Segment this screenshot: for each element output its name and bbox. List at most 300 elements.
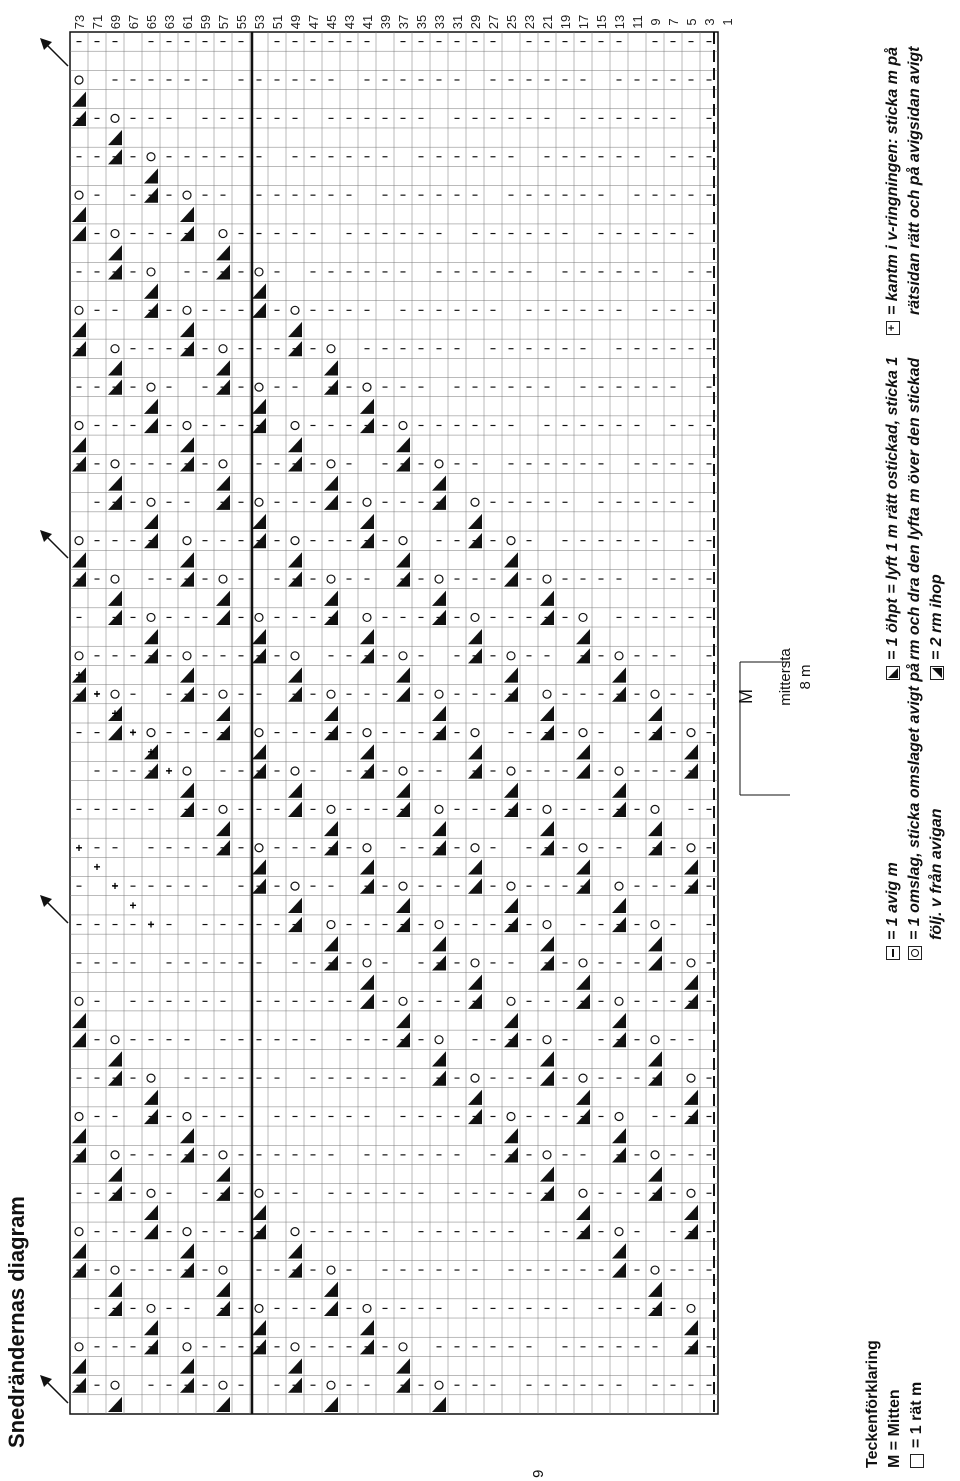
decrease-mark xyxy=(468,533,482,548)
decrease-mark xyxy=(108,1282,122,1297)
decrease-mark xyxy=(396,1013,410,1028)
decrease-mark xyxy=(576,859,590,874)
row-number: 1 xyxy=(720,18,735,26)
decrease-mark xyxy=(432,706,446,721)
decrease-mark xyxy=(72,207,86,222)
decrease-mark xyxy=(612,802,626,817)
decrease-mark xyxy=(72,226,86,241)
decrease-mark xyxy=(360,514,374,529)
decrease-mark xyxy=(324,1282,338,1297)
decrease-mark xyxy=(288,571,302,586)
decrease-mark xyxy=(648,1282,662,1297)
yarn-over-mark xyxy=(399,767,407,775)
decrease-mark xyxy=(612,1147,626,1162)
yarn-over-mark xyxy=(579,613,587,621)
row-number: 3 xyxy=(702,18,717,26)
yarn-over-mark xyxy=(183,1228,191,1236)
direction-arrows xyxy=(40,38,790,1403)
decrease-mark xyxy=(108,725,122,740)
decrease-mark xyxy=(612,1262,626,1277)
decrease-mark xyxy=(108,130,122,145)
decrease-mark xyxy=(216,360,230,375)
decrease-mark xyxy=(216,245,230,260)
decrease-mark xyxy=(108,1301,122,1316)
decrease-mark xyxy=(288,437,302,452)
yarn-over-mark xyxy=(255,1189,263,1197)
middle-marker: M xyxy=(736,689,756,704)
decrease-mark xyxy=(252,1320,266,1335)
decrease-mark xyxy=(684,1320,698,1335)
decrease-mark xyxy=(288,456,302,471)
row-number: 35 xyxy=(414,14,429,30)
decrease-mark xyxy=(360,1320,374,1335)
row-number: 57 xyxy=(216,14,231,30)
edge-stitch-mark: + xyxy=(129,898,137,913)
decrease-mark xyxy=(360,994,374,1009)
decrease-mark xyxy=(576,975,590,990)
yarn-over-mark xyxy=(147,268,155,276)
decrease-mark xyxy=(72,1013,86,1028)
yarn-over-mark xyxy=(471,729,479,737)
row-number: 73 xyxy=(72,14,87,30)
edge-stitch-icon xyxy=(886,321,900,335)
yarn-over-mark xyxy=(471,1074,479,1082)
decrease-mark xyxy=(324,610,338,625)
row-number: 21 xyxy=(540,14,555,30)
middle-stitches-label xyxy=(776,612,816,742)
decrease-mark xyxy=(288,322,302,337)
row-number: 7 xyxy=(666,18,681,26)
decrease-mark xyxy=(108,1166,122,1181)
legend-column-2 xyxy=(882,663,948,960)
decrease-mark xyxy=(648,1051,662,1066)
yarn-over-mark xyxy=(615,1112,623,1120)
yarn-over-mark xyxy=(327,345,335,353)
decrease-mark xyxy=(216,1397,230,1412)
yarn-over-mark xyxy=(435,805,443,813)
decrease-mark xyxy=(324,591,338,606)
yarn-over-mark xyxy=(111,1151,119,1159)
row-number: 19 xyxy=(558,14,573,30)
decrease-mark xyxy=(144,168,158,183)
yarn-over-mark xyxy=(651,1036,659,1044)
decrease-mark xyxy=(180,571,194,586)
yarn-over-mark xyxy=(219,805,227,813)
row-number: 63 xyxy=(162,14,177,30)
decrease-mark xyxy=(252,514,266,529)
decrease-mark xyxy=(504,1128,518,1143)
decrease-mark xyxy=(432,955,446,970)
yarn-over-mark xyxy=(183,421,191,429)
yarn-over-mark xyxy=(471,498,479,506)
row-number: 55 xyxy=(234,14,249,30)
row-number: 59 xyxy=(198,14,213,30)
yarn-over-mark xyxy=(255,844,263,852)
row-number: 45 xyxy=(324,14,339,30)
decrease-mark xyxy=(396,898,410,913)
decrease-mark xyxy=(288,552,302,567)
yarn-over-mark xyxy=(327,805,335,813)
decrease-mark xyxy=(468,744,482,759)
yarn-over-mark xyxy=(579,729,587,737)
decrease-mark xyxy=(288,1358,302,1373)
decrease-mark xyxy=(396,437,410,452)
row-number: 71 xyxy=(90,14,105,30)
decrease-mark xyxy=(180,456,194,471)
decrease-mark xyxy=(180,1358,194,1373)
decrease-mark xyxy=(360,418,374,433)
yarn-over-mark xyxy=(291,1343,299,1351)
decrease-mark xyxy=(612,783,626,798)
yarn-over-mark xyxy=(111,460,119,468)
yarn-over-mark xyxy=(255,383,263,391)
yarn-over-mark xyxy=(111,1036,119,1044)
yarn-over-mark xyxy=(111,1266,119,1274)
decrease-mark xyxy=(540,725,554,740)
decrease-mark xyxy=(648,821,662,836)
decrease-mark xyxy=(576,1205,590,1220)
row-number: 9 xyxy=(648,18,663,26)
decrease-mark xyxy=(72,1147,86,1162)
yarn-over-mark xyxy=(327,1266,335,1274)
decrease-mark xyxy=(216,1186,230,1201)
decrease-mark xyxy=(396,571,410,586)
decrease-mark xyxy=(108,1051,122,1066)
decrease-mark xyxy=(180,687,194,702)
yarn-over-mark xyxy=(399,421,407,429)
row-number: 31 xyxy=(450,14,465,30)
decrease-mark xyxy=(252,744,266,759)
decrease-mark xyxy=(288,917,302,932)
decrease-mark xyxy=(576,1090,590,1105)
edge-stitch-mark: + xyxy=(165,763,173,778)
decrease-mark xyxy=(504,667,518,682)
decrease-mark xyxy=(468,629,482,644)
decrease-mark xyxy=(396,917,410,932)
decrease-mark xyxy=(468,514,482,529)
decrease-mark xyxy=(216,725,230,740)
chart-grid xyxy=(70,32,718,1414)
decrease-mark xyxy=(324,725,338,740)
row-number: 67 xyxy=(126,14,141,30)
row-number: 23 xyxy=(522,14,537,30)
decrease-mark xyxy=(108,591,122,606)
decrease-mark xyxy=(252,533,266,548)
legend-edge: += kantm i v-ringningen: sticka m på xyxy=(882,46,904,335)
decrease-mark xyxy=(360,648,374,663)
yarn-over-mark xyxy=(363,1304,371,1312)
decrease-mark xyxy=(468,1090,482,1105)
yarn-over-mark xyxy=(183,1112,191,1120)
decrease-mark xyxy=(540,840,554,855)
edge-stitch-mark: + xyxy=(93,859,101,874)
decrease-mark xyxy=(576,629,590,644)
yarn-over-mark xyxy=(111,345,119,353)
yarn-over-mark xyxy=(147,498,155,506)
decrease-mark xyxy=(252,629,266,644)
row-number-column xyxy=(72,15,735,29)
row-number: 65 xyxy=(144,14,159,30)
decrease-mark xyxy=(180,802,194,817)
decrease-mark xyxy=(684,1205,698,1220)
decrease-mark xyxy=(216,475,230,490)
decrease-mark xyxy=(540,591,554,606)
knit-icon xyxy=(910,1454,924,1468)
decrease-mark xyxy=(576,763,590,778)
decrease-mark xyxy=(324,1397,338,1412)
yarn-over-mark xyxy=(75,1112,83,1120)
decrease-mark xyxy=(216,380,230,395)
yarn-over-mark xyxy=(579,1189,587,1197)
chart-symbols xyxy=(72,42,712,1412)
decrease-mark xyxy=(432,936,446,951)
decrease-mark xyxy=(504,802,518,817)
yarn-over-mark xyxy=(399,537,407,545)
yarn-over-mark xyxy=(255,613,263,621)
decrease-mark xyxy=(252,859,266,874)
legend-heading: Teckenförklaring xyxy=(864,1340,881,1468)
decrease-mark xyxy=(324,955,338,970)
row-number: 25 xyxy=(504,14,519,30)
row-number: 49 xyxy=(288,14,303,30)
yarn-over-mark xyxy=(327,690,335,698)
decrease-mark xyxy=(144,418,158,433)
yarn-over-mark xyxy=(75,421,83,429)
yarn-over-mark xyxy=(255,498,263,506)
yarn-over-mark xyxy=(435,575,443,583)
yarn-over-mark xyxy=(255,268,263,276)
row-number: 51 xyxy=(270,14,285,30)
yarn-over-mark xyxy=(579,844,587,852)
yarn-over-mark xyxy=(75,537,83,545)
decrease-mark xyxy=(288,1262,302,1277)
yarn-over-mark xyxy=(615,767,623,775)
yarn-over-mark xyxy=(615,652,623,660)
decrease-mark xyxy=(72,1262,86,1277)
yarn-over-mark xyxy=(471,844,479,852)
decrease-mark xyxy=(288,802,302,817)
decrease-mark xyxy=(360,975,374,990)
edge-stitch-mark: + xyxy=(111,706,119,721)
decrease-mark xyxy=(504,917,518,932)
middle-label-line2: 8 m xyxy=(797,664,814,690)
decrease-mark xyxy=(612,1013,626,1028)
decrease-mark xyxy=(108,475,122,490)
decrease-mark xyxy=(504,783,518,798)
decrease-mark xyxy=(180,1243,194,1258)
legend-purl: = 1 avig m xyxy=(882,663,904,960)
row-number: 43 xyxy=(342,14,357,30)
decrease-mark xyxy=(72,1358,86,1373)
row-number: 29 xyxy=(468,14,483,30)
decrease-mark xyxy=(576,994,590,1009)
yarn-over-mark xyxy=(75,191,83,199)
skpo-icon xyxy=(886,666,900,680)
yarn-over-mark xyxy=(651,690,659,698)
purl-icon xyxy=(886,946,900,960)
yarn-over-mark xyxy=(507,652,515,660)
yarn-over-mark xyxy=(399,997,407,1005)
yarn-over-mark xyxy=(147,1304,155,1312)
decrease-mark xyxy=(576,1224,590,1239)
decrease-mark xyxy=(72,322,86,337)
decrease-mark xyxy=(468,648,482,663)
yarn-over-mark xyxy=(651,805,659,813)
yarn-over-mark xyxy=(291,882,299,890)
decrease-mark xyxy=(504,552,518,567)
decrease-mark xyxy=(576,744,590,759)
yarn-over-mark xyxy=(183,1343,191,1351)
decrease-mark xyxy=(396,802,410,817)
yarn-over-mark xyxy=(435,1036,443,1044)
decrease-mark xyxy=(468,879,482,894)
row-number: 41 xyxy=(360,14,375,30)
yarn-over-mark xyxy=(219,345,227,353)
decrease-mark xyxy=(72,456,86,471)
decrease-mark xyxy=(324,495,338,510)
decrease-mark xyxy=(324,936,338,951)
decrease-mark xyxy=(540,1186,554,1201)
edge-stitch-mark: + xyxy=(147,917,155,932)
decrease-mark xyxy=(612,667,626,682)
legend-knit: = 1 rät m xyxy=(906,1340,928,1468)
yarn-over-mark xyxy=(291,652,299,660)
decrease-mark xyxy=(540,821,554,836)
decrease-mark xyxy=(432,1397,446,1412)
yarn-over-mark xyxy=(651,921,659,929)
decrease-mark xyxy=(432,610,446,625)
yarn-over-mark xyxy=(111,575,119,583)
yarn-over-mark xyxy=(579,959,587,967)
yarn-over-mark xyxy=(615,1228,623,1236)
row-number: 17 xyxy=(576,14,591,30)
yarn-over-mark xyxy=(507,537,515,545)
decrease-mark xyxy=(324,1301,338,1316)
legend-edge-line2: rätsidan rätt och på avigsidan avigt xyxy=(906,46,923,315)
decrease-mark xyxy=(684,879,698,894)
yarn-over-mark xyxy=(363,729,371,737)
decrease-mark xyxy=(252,399,266,414)
row-number: 61 xyxy=(180,14,195,30)
decrease-mark xyxy=(180,1147,194,1162)
decrease-mark xyxy=(180,552,194,567)
decrease-mark xyxy=(108,245,122,260)
decrease-mark xyxy=(180,322,194,337)
decrease-mark xyxy=(432,1051,446,1066)
decrease-mark xyxy=(180,437,194,452)
decrease-mark xyxy=(540,610,554,625)
yarn-over-mark xyxy=(147,1189,155,1197)
decrease-mark xyxy=(324,821,338,836)
edge-stitch-mark: + xyxy=(147,744,155,759)
legend-column-1 xyxy=(862,1340,928,1468)
yarn-over-mark xyxy=(507,1112,515,1120)
decrease-mark xyxy=(648,955,662,970)
decrease-mark xyxy=(108,495,122,510)
yarn-over-mark xyxy=(219,575,227,583)
yarn-over-mark xyxy=(543,1151,551,1159)
decrease-mark xyxy=(252,418,266,433)
yarn-over-mark xyxy=(291,767,299,775)
legend-yo-line2: följ. v från avigan xyxy=(928,808,945,940)
decrease-mark xyxy=(504,898,518,913)
decrease-mark xyxy=(396,783,410,798)
decrease-mark xyxy=(612,898,626,913)
yarn-over-mark xyxy=(183,537,191,545)
decrease-mark xyxy=(72,687,86,702)
yarn-over-mark xyxy=(399,1343,407,1351)
decrease-mark xyxy=(360,533,374,548)
yarn-over-mark xyxy=(111,690,119,698)
page-title: Snedrändernas diagram xyxy=(4,1196,29,1448)
decrease-mark xyxy=(144,648,158,663)
yarn-over-mark xyxy=(75,1343,83,1351)
decrease-mark xyxy=(612,1243,626,1258)
yarn-over-mark xyxy=(327,921,335,929)
yarn-over-mark xyxy=(147,729,155,737)
decrease-mark xyxy=(432,840,446,855)
decrease-mark xyxy=(180,783,194,798)
decrease-mark xyxy=(180,667,194,682)
yarn-over-mark xyxy=(363,613,371,621)
yarn-over-mark xyxy=(363,844,371,852)
middle-label-line1: mittersta xyxy=(777,648,794,706)
decrease-mark xyxy=(432,725,446,740)
yarn-over-mark xyxy=(183,652,191,660)
decrease-mark xyxy=(540,1051,554,1066)
legend-column-3 xyxy=(882,357,948,680)
yarn-over-mark xyxy=(75,76,83,84)
decrease-mark xyxy=(612,687,626,702)
row-number: 39 xyxy=(378,14,393,30)
decrease-mark xyxy=(72,92,86,107)
decrease-mark xyxy=(216,821,230,836)
row-number: 47 xyxy=(306,14,321,30)
decrease-mark xyxy=(252,284,266,299)
decrease-mark xyxy=(324,840,338,855)
decrease-mark xyxy=(288,898,302,913)
yarn-over-mark xyxy=(183,767,191,775)
yarn-over-mark xyxy=(147,1074,155,1082)
yarn-over-mark xyxy=(507,767,515,775)
row-number: 27 xyxy=(486,14,501,30)
decrease-mark xyxy=(648,1301,662,1316)
legend-k2tog: = 2 rm ihop xyxy=(926,357,948,680)
yarn-over-mark xyxy=(543,575,551,583)
yarn-over-mark xyxy=(327,460,335,468)
decrease-mark xyxy=(360,744,374,759)
yarn-over-mark xyxy=(327,575,335,583)
decrease-mark xyxy=(108,360,122,375)
yarn-over-mark xyxy=(219,1381,227,1389)
decrease-mark xyxy=(108,1397,122,1412)
yarn-over-mark xyxy=(399,882,407,890)
decrease-mark xyxy=(72,571,86,586)
yarn-over-mark xyxy=(363,498,371,506)
decrease-mark xyxy=(504,1013,518,1028)
legend-m-line: M = Mitten xyxy=(886,1389,903,1468)
yarn-over-mark xyxy=(543,805,551,813)
yarn-over-mark xyxy=(75,997,83,1005)
yarn-over-mark xyxy=(219,230,227,238)
decrease-mark xyxy=(252,1205,266,1220)
decrease-mark xyxy=(108,380,122,395)
decrease-mark xyxy=(216,1282,230,1297)
decrease-mark xyxy=(468,859,482,874)
yarn-over-mark xyxy=(579,1074,587,1082)
row-number: 5 xyxy=(684,18,699,26)
yarn-over-mark xyxy=(651,1266,659,1274)
